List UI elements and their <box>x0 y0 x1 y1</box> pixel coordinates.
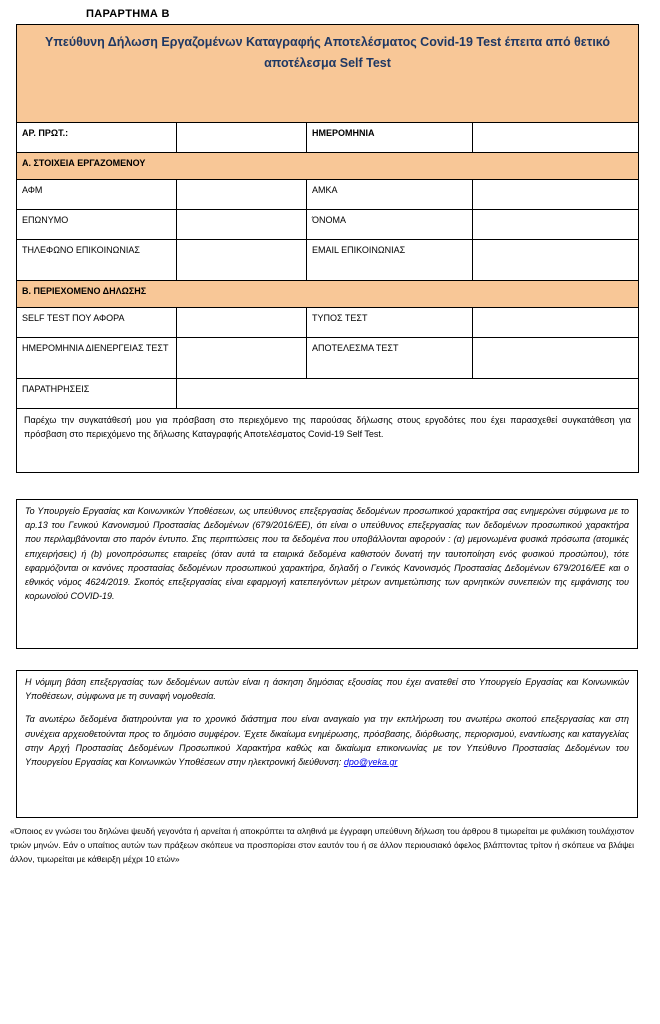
testdate-label: ΗΜΕΡΟΜΗΝΙΑ ΔΙΕΝΕΡΓΕΙΑΣ ΤΕΣΤ <box>17 338 177 379</box>
legal-basis-notice <box>16 670 638 818</box>
section-a-heading: Α. ΣΤΟΙΧΕΙΑ ΕΡΓΑΖΟΜΕΝΟΥ <box>17 153 639 180</box>
phone-field[interactable] <box>177 240 307 281</box>
legal-basis-text: Η νόμιμη βάση επεξεργασίας των δεδομένων αυτών είναι η άσκηση δημόσιας εξουσίας που έχει ανατεθεί στο Υπουργείο Εργασίας και Κοινωνικών Υποθέσεων, σύμφωνα με τη συναφή νομοθεσία. <box>25 677 629 702</box>
protocol-field[interactable] <box>177 123 307 153</box>
remarks-label: ΠΑΡΑΤΗΡΗΣΕΙΣ <box>17 379 177 409</box>
remarks-field[interactable] <box>177 379 639 409</box>
amka-field[interactable] <box>473 180 639 210</box>
testresult-field[interactable] <box>473 338 639 379</box>
declaration-form <box>16 24 639 473</box>
section-b-heading: Β. ΠΕΡΙΕΧΟΜΕΝΟ ΔΗΛΩΣΗΣ <box>17 281 639 308</box>
date-label: ΗΜΕΡΟΜΗΝΙΑ <box>307 123 473 153</box>
testdate-field[interactable] <box>177 338 307 379</box>
testtype-label: ΤΥΠΟΣ ΤΕΣΤ <box>307 308 473 338</box>
privacy-notice <box>16 499 638 649</box>
dpo-email-link[interactable]: dpo@yeka.gr <box>343 757 398 768</box>
phone-label: ΤΗΛΕΦΩΝΟ ΕΠΙΚΟΙΝΩΝΙΑΣ <box>17 240 177 281</box>
amka-label: ΑΜΚΑ <box>307 180 473 210</box>
date-field[interactable] <box>473 123 639 153</box>
retention-text: Τα ανωτέρω δεδομένα διατηρούνται για το χρονικό διάστημα που είναι αναγκαίο για την εκπλήρωση του ανωτέρω σκοπού επεξεργασίας και στη συνέχεια αρχειοθετούνται προς το δημόσιο συμφέρον. Έχετε δικαίωμα ενημέρωσης, πρόσβασης, διόρθωσης, περιορισμού, εναντίωσης και καταγγελίας στην Αρχή Προστασίας Δεδομένων Προσωπικού Χαρακτήρα καθώς και δικαίωμα επικοινωνίας με τον Υπεύθυνο Προστασίας Δεδομένων του Υπουργείου Εργασίας και Κοινωνικών Υποθέσεων στην ηλεκτρονική διεύθυνση: <box>25 714 629 768</box>
name-label: ΌΝΟΜΑ <box>307 210 473 240</box>
consent-statement: Παρέχω την συγκατάθεσή μου για πρόσβαση στο περιεχόμενο της παρούσας δήλωσης στους εργοδότες που έχει παρασχεθεί συγκατάθεση για πρόσβαση στο περιεχόμενο της δήλωσης Καταγραφής Αποτελέσματος Covid-19 Self Test. <box>17 409 639 473</box>
testtype-field[interactable] <box>473 308 639 338</box>
legal-warning-footer: «Όποιος εν γνώσει του δηλώνει ψευδή γεγονότα ή αρνείται ή αποκρύπτει τα αληθινά με έγγραφη υπεύθυνη δήλωση του άρθρου 8 τιμωρείται με φυλάκιση τουλάχιστον τριών μηνών. Εάν ο υπαίτιος αυτών των πράξεων σκόπευε να προσπορίσει στον εαυτόν του ή σε άλλον περιουσιακό όφελος βλάπτοντας τρίτον ή σκόπευε να βλάψει άλλον, τιμωρείται με κάθειρξη μέχρι 10 ετών» <box>10 826 634 864</box>
afm-label: ΑΦΜ <box>17 180 177 210</box>
name-field[interactable] <box>473 210 639 240</box>
protocol-label: ΑΡ. ΠΡΩΤ.: <box>17 123 177 153</box>
selftest-field[interactable] <box>177 308 307 338</box>
email-label: EMAIL ΕΠΙΚΟΙΝΩΝΙΑΣ <box>307 240 473 281</box>
privacy-notice-text: Το Υπουργείο Εργασίας και Κοινωνικών Υποθέσεων, ως υπεύθυνος επεξεργασίας δεδομένων προσωπικού χαρακτήρα σας ενημερώνει σύμφωνα με το αρ.13 του Γενικού Κανονισμού Προστασίας Δεδομένων (679/2016/ΕΕ), ότι είναι ο υπεύθυνος επεξεργασίας των δεδομένων προσωπικού χαρακτήρα που περιλαμβάνονται στο παρόν έντυπο. Στις περιπτώσεις που τα δεδομένα που υποβάλλονται αφορούν : (α) μεμονωμένα φυσικά πρόσωπα (ατομικές επιχειρήσεις) ή (b) μονοπρόσωπες εταιρείες (όταν αυτά τα εταιρικά δεδομένα καθιστούν δυνατή την ταυτοποίηση ενός φυσικού προσώπου), τότε εφαρμόζονται οι κανόνες προστασίας δεδομένων προσωπικού χαρακτήρα, δηλαδή ο Γενικός Κανονισμός Προστασίας Δεδομένων 679/2016/ΕΕ και ο εθνικός νόμος 4624/2019. Σκοπός επεξεργασίας είναι εφαρμογή κατεπειγόντων μέτρων αντιμετώπισης των αρνητικών συνεπειών της εμφάνισης του κορωνοϊού COVID-19. <box>25 506 629 602</box>
retention-paragraph <box>25 712 629 769</box>
afm-field[interactable] <box>177 180 307 210</box>
appendix-label: ΠΑΡΑΡΤΗΜΑ Β <box>86 8 170 20</box>
selftest-label: SELF TEST ΠΟΥ ΑΦΟΡΑ <box>17 308 177 338</box>
testresult-label: ΑΠΟΤΕΛΕΣΜΑ ΤΕΣΤ <box>307 338 473 379</box>
surname-field[interactable] <box>177 210 307 240</box>
surname-label: ΕΠΩΝΥΜΟ <box>17 210 177 240</box>
email-field[interactable] <box>473 240 639 281</box>
form-title: Υπεύθυνη Δήλωση Εργαζομένων Καταγραφής Αποτελέσματος Covid-19 Test έπειτα από θετικό αποτέλεσμα Self Test <box>17 25 639 123</box>
